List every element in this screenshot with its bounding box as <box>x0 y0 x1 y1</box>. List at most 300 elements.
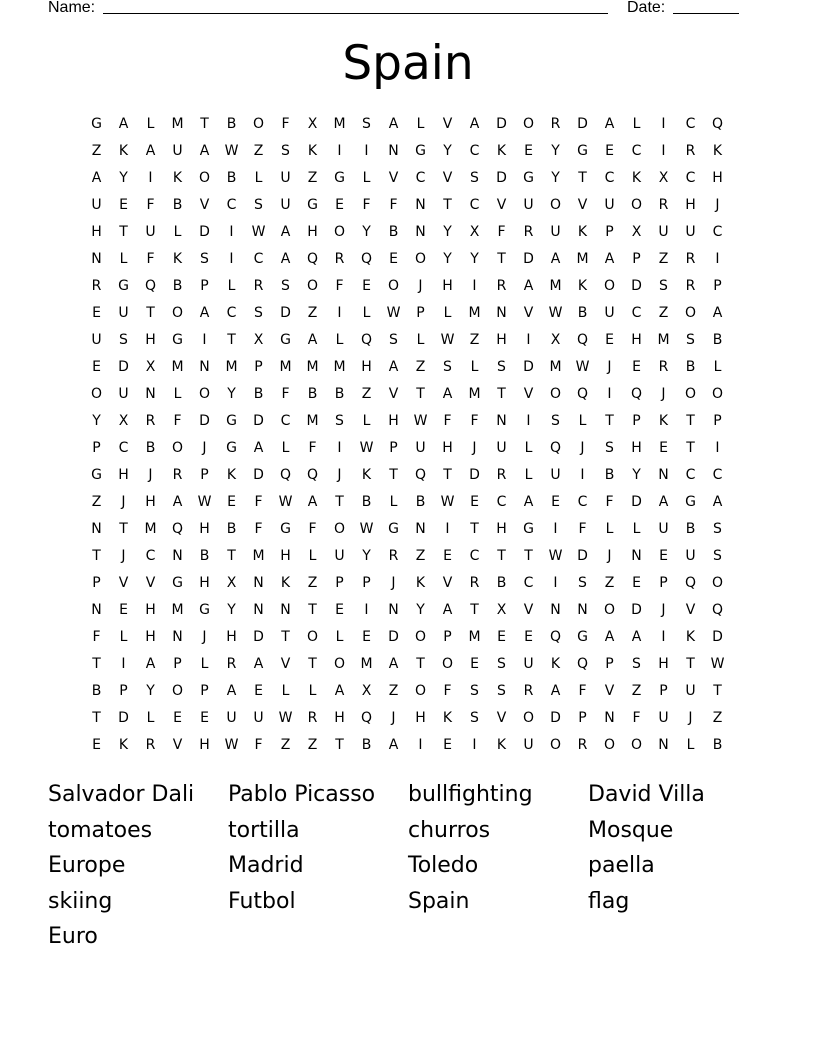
grid-letter: O <box>306 278 319 294</box>
grid-letter: K <box>550 656 561 672</box>
grid-letter: X <box>118 413 129 429</box>
grid-letter: Y <box>470 251 479 267</box>
grid-letter: E <box>119 602 128 618</box>
grid-letter: D <box>577 548 588 564</box>
grid-letter: S <box>605 440 614 456</box>
grid-letter: U <box>91 332 102 348</box>
grid-letter: E <box>92 359 101 375</box>
grid-letter: K <box>307 143 318 159</box>
grid-letter: C <box>280 413 291 429</box>
grid-letter: C <box>712 224 723 240</box>
grid-letter: S <box>254 305 263 321</box>
grid-letter: C <box>469 548 480 564</box>
grid-letter: Y <box>146 683 155 699</box>
grid-letter: H <box>658 656 669 672</box>
grid-letter: B <box>172 197 183 213</box>
grid-letter: G <box>685 494 696 510</box>
grid-letter: O <box>684 386 697 402</box>
grid-letter: W <box>251 224 266 240</box>
grid-letter: C <box>226 305 237 321</box>
grid-letter: A <box>550 683 561 699</box>
grid-letter: B <box>415 494 426 510</box>
grid-letter: W <box>548 305 563 321</box>
grid-letter: G <box>280 332 291 348</box>
grid-letter: S <box>200 251 209 267</box>
grid-letter: H <box>145 494 156 510</box>
grid-letter: S <box>470 710 479 726</box>
grid-letter: H <box>199 575 210 591</box>
grid-letter: W <box>548 548 563 564</box>
grid-letter: B <box>685 359 696 375</box>
grid-letter: N <box>496 413 507 429</box>
grid-letter: L <box>227 278 236 294</box>
grid-letter: A <box>388 656 399 672</box>
grid-letter: O <box>522 710 535 726</box>
grid-letter: D <box>118 359 129 375</box>
grid-letter: Z <box>631 683 642 699</box>
grid-letter: Z <box>469 332 480 348</box>
grid-letter: H <box>415 710 426 726</box>
grid-letter: A <box>442 602 453 618</box>
grid-letter: W <box>710 656 725 672</box>
grid-letter: J <box>688 710 693 726</box>
grid-letter: E <box>551 494 560 510</box>
grid-letter: H <box>631 440 642 456</box>
grid-letter: J <box>121 494 126 510</box>
grid-letter: E <box>443 737 452 753</box>
grid-letter: D <box>631 602 642 618</box>
grid-letter: C <box>469 197 480 213</box>
grid-letter: A <box>91 170 102 186</box>
grid-letter: D <box>253 413 264 429</box>
grid-letter: L <box>362 305 371 321</box>
grid-letter: E <box>524 143 533 159</box>
grid-letter: M <box>468 629 481 645</box>
grid-letter: J <box>607 359 612 375</box>
word-list-item: tomatoes <box>48 817 153 843</box>
grid-letter: C <box>145 548 156 564</box>
grid-letter: N <box>631 548 642 564</box>
grid-letter: Z <box>307 737 318 753</box>
grid-letter: C <box>631 305 642 321</box>
grid-letter: K <box>118 737 129 753</box>
grid-letter: E <box>605 143 614 159</box>
grid-letter: T <box>497 548 506 564</box>
grid-letter: N <box>658 467 669 483</box>
grid-letter: T <box>389 467 398 483</box>
grid-letter: L <box>632 521 641 537</box>
grid-letter: T <box>119 521 128 537</box>
grid-letter: O <box>549 197 562 213</box>
grid-letter: B <box>604 467 615 483</box>
grid-letter: P <box>659 683 668 699</box>
grid-letter: W <box>440 332 455 348</box>
grid-letter: V <box>145 575 156 591</box>
grid-letter: V <box>523 386 534 402</box>
grid-letter: O <box>414 629 427 645</box>
grid-letter: U <box>145 224 156 240</box>
grid-letter: I <box>337 440 342 456</box>
grid-letter: Y <box>416 602 425 618</box>
word-list-item: tortilla <box>228 817 300 843</box>
grid-letter: D <box>712 629 723 645</box>
grid-letter: L <box>362 170 371 186</box>
grid-letter: I <box>121 656 126 672</box>
grid-letter: H <box>334 710 345 726</box>
grid-letter: Q <box>711 602 724 618</box>
grid-letter: M <box>360 656 373 672</box>
grid-letter: D <box>388 629 399 645</box>
grid-letter: H <box>361 359 372 375</box>
grid-letter: W <box>278 494 293 510</box>
grid-letter: A <box>307 332 318 348</box>
grid-letter: A <box>253 656 264 672</box>
grid-letter: O <box>171 440 184 456</box>
grid-letter: R <box>685 251 696 267</box>
grid-letter: K <box>172 251 183 267</box>
word-list-item: bullfighting <box>408 782 533 807</box>
grid-letter: R <box>226 656 237 672</box>
grid-letter: T <box>92 656 101 672</box>
grid-letter: A <box>388 116 399 132</box>
grid-letter: G <box>334 170 345 186</box>
grid-letter: O <box>711 575 724 591</box>
grid-letter: E <box>92 737 101 753</box>
grid-letter: F <box>470 413 479 429</box>
grid-letter: P <box>632 413 641 429</box>
grid-letter: H <box>685 197 696 213</box>
grid-letter: A <box>226 683 237 699</box>
grid-letter: F <box>281 116 290 132</box>
grid-letter: S <box>281 143 290 159</box>
grid-letter: W <box>278 710 293 726</box>
grid-letter: S <box>281 278 290 294</box>
grid-letter: L <box>443 305 452 321</box>
grid-letter: B <box>226 521 237 537</box>
grid-letter: V <box>685 602 696 618</box>
grid-letter: R <box>658 359 669 375</box>
grid-letter: O <box>711 386 724 402</box>
grid-letter: N <box>172 548 183 564</box>
grid-letter: E <box>92 305 101 321</box>
grid-letter: O <box>522 116 535 132</box>
grid-letter: R <box>172 467 183 483</box>
grid-letter: I <box>661 629 666 645</box>
grid-letter: E <box>470 656 479 672</box>
grid-letter: T <box>227 332 236 348</box>
grid-letter: T <box>497 251 506 267</box>
grid-letter: N <box>388 143 399 159</box>
grid-letter: L <box>281 683 290 699</box>
date-blank-line <box>673 0 739 14</box>
grid-letter: I <box>337 305 342 321</box>
grid-letter: K <box>361 467 372 483</box>
grid-letter: D <box>631 278 642 294</box>
grid-letter: L <box>173 386 182 402</box>
grid-letter: N <box>91 521 102 537</box>
grid-letter: V <box>496 197 507 213</box>
grid-letter: D <box>496 116 507 132</box>
grid-letter: G <box>118 278 129 294</box>
grid-letter: Y <box>551 170 560 186</box>
grid-letter: G <box>415 143 426 159</box>
grid-letter: P <box>605 656 614 672</box>
grid-letter: R <box>577 737 588 753</box>
grid-letter: H <box>199 521 210 537</box>
grid-letter: C <box>523 575 534 591</box>
grid-letter: S <box>632 656 641 672</box>
grid-letter: S <box>659 278 668 294</box>
grid-letter: T <box>335 737 344 753</box>
grid-letter: U <box>523 656 534 672</box>
grid-letter: Y <box>443 143 452 159</box>
grid-letter: M <box>171 602 184 618</box>
grid-letter: K <box>631 170 642 186</box>
grid-letter: Y <box>227 602 236 618</box>
grid-letter: C <box>469 143 480 159</box>
grid-letter: H <box>631 332 642 348</box>
grid-letter: S <box>578 575 587 591</box>
grid-letter: M <box>468 305 481 321</box>
grid-letter: O <box>603 602 616 618</box>
grid-letter: E <box>632 359 641 375</box>
grid-letter: I <box>526 332 531 348</box>
grid-letter: E <box>659 440 668 456</box>
grid-letter: R <box>685 278 696 294</box>
grid-letter: L <box>605 521 614 537</box>
grid-letter: E <box>362 629 371 645</box>
grid-letter: W <box>440 494 455 510</box>
grid-letter: R <box>307 710 318 726</box>
grid-letter: F <box>578 521 587 537</box>
name-label: Name: <box>48 0 96 16</box>
grid-letter: L <box>173 224 182 240</box>
grid-letter: B <box>712 332 723 348</box>
grid-letter: V <box>496 710 507 726</box>
grid-letter: H <box>307 224 318 240</box>
grid-letter: O <box>252 116 265 132</box>
grid-letter: I <box>661 116 666 132</box>
grid-letter: T <box>686 656 695 672</box>
grid-letter: J <box>391 710 396 726</box>
grid-letter: O <box>387 278 400 294</box>
grid-letter: S <box>497 656 506 672</box>
grid-letter: Z <box>307 170 318 186</box>
grid-letter: L <box>146 116 155 132</box>
grid-letter: F <box>92 629 101 645</box>
grid-letter: P <box>119 683 128 699</box>
grid-letter: E <box>173 710 182 726</box>
grid-letter: H <box>145 332 156 348</box>
grid-letter: N <box>496 305 507 321</box>
grid-letter: D <box>199 413 210 429</box>
grid-letter: S <box>389 332 398 348</box>
grid-letter: B <box>388 224 399 240</box>
grid-letter: B <box>307 386 318 402</box>
grid-letter: W <box>359 521 374 537</box>
grid-letter: T <box>227 548 236 564</box>
grid-letter: H <box>226 629 237 645</box>
grid-letter: L <box>686 737 695 753</box>
grid-letter: Z <box>253 143 264 159</box>
grid-letter: F <box>146 251 155 267</box>
grid-letter: W <box>359 440 374 456</box>
grid-letter: D <box>550 710 561 726</box>
grid-letter: P <box>416 305 425 321</box>
grid-letter: M <box>333 116 346 132</box>
grid-letter: I <box>553 521 558 537</box>
grid-letter: V <box>388 386 399 402</box>
grid-letter: B <box>226 170 237 186</box>
grid-letter: E <box>335 197 344 213</box>
grid-letter: L <box>713 359 722 375</box>
grid-letter: V <box>442 170 453 186</box>
grid-letter: R <box>496 278 507 294</box>
grid-letter: S <box>119 332 128 348</box>
grid-letter: I <box>526 413 531 429</box>
grid-letter: G <box>172 332 183 348</box>
grid-letter: I <box>364 143 369 159</box>
grid-letter: F <box>362 197 371 213</box>
grid-letter: U <box>280 170 291 186</box>
grid-letter: M <box>306 359 319 375</box>
grid-letter: L <box>308 548 317 564</box>
letter-grid <box>83 111 731 759</box>
grid-letter: R <box>145 413 156 429</box>
grid-letter: L <box>200 656 209 672</box>
grid-letter: O <box>198 170 211 186</box>
grid-letter: D <box>523 251 534 267</box>
grid-letter: G <box>199 602 210 618</box>
grid-letter: M <box>657 332 670 348</box>
grid-letter: E <box>524 629 533 645</box>
grid-letter: A <box>307 494 318 510</box>
grid-letter: M <box>549 278 562 294</box>
grid-letter: N <box>145 386 156 402</box>
grid-letter: L <box>254 170 263 186</box>
grid-letter: Y <box>119 170 128 186</box>
grid-letter: L <box>281 440 290 456</box>
grid-letter: X <box>226 575 237 591</box>
grid-letter: X <box>469 224 480 240</box>
grid-letter: G <box>226 440 237 456</box>
grid-letter: I <box>580 467 585 483</box>
grid-letter: Z <box>307 305 318 321</box>
grid-letter: G <box>172 575 183 591</box>
grid-letter: J <box>202 629 207 645</box>
grid-letter: G <box>91 467 102 483</box>
grid-letter: T <box>335 494 344 510</box>
grid-letter: F <box>146 197 155 213</box>
grid-letter: C <box>685 467 696 483</box>
grid-letter: V <box>577 197 588 213</box>
grid-letter: Q <box>684 575 697 591</box>
grid-letter: A <box>658 494 669 510</box>
grid-letter: Z <box>91 143 102 159</box>
grid-letter: U <box>415 440 426 456</box>
grid-letter: E <box>659 548 668 564</box>
grid-letter: X <box>253 332 264 348</box>
grid-letter: A <box>469 116 480 132</box>
grid-letter: J <box>337 467 342 483</box>
grid-letter: B <box>145 440 156 456</box>
grid-letter: R <box>388 548 399 564</box>
grid-letter: P <box>632 251 641 267</box>
grid-letter: G <box>523 170 534 186</box>
grid-letter: V <box>172 737 183 753</box>
grid-letter: F <box>308 440 317 456</box>
grid-letter: L <box>308 683 317 699</box>
grid-letter: Y <box>227 386 236 402</box>
grid-letter: H <box>496 521 507 537</box>
grid-letter: Y <box>92 413 101 429</box>
grid-letter: S <box>713 521 722 537</box>
grid-letter: I <box>364 602 369 618</box>
grid-letter: Q <box>279 467 292 483</box>
grid-letter: C <box>118 440 129 456</box>
grid-letter: O <box>198 386 211 402</box>
name-blank-line <box>103 0 608 14</box>
grid-letter: V <box>118 575 129 591</box>
grid-letter: U <box>118 386 129 402</box>
grid-letter: T <box>443 467 452 483</box>
grid-letter: E <box>389 251 398 267</box>
grid-letter: O <box>549 737 562 753</box>
grid-letter: S <box>362 116 371 132</box>
grid-letter: T <box>92 548 101 564</box>
grid-letter: O <box>630 197 643 213</box>
grid-letter: U <box>550 224 561 240</box>
grid-letter: E <box>497 629 506 645</box>
grid-letter: D <box>496 170 507 186</box>
grid-letter: I <box>418 737 423 753</box>
grid-letter: N <box>415 197 426 213</box>
grid-letter: Q <box>360 710 373 726</box>
grid-letter: J <box>418 278 423 294</box>
grid-letter: K <box>685 629 696 645</box>
grid-letter: F <box>254 521 263 537</box>
grid-letter: C <box>604 170 615 186</box>
grid-letter: F <box>578 683 587 699</box>
grid-letter: S <box>497 683 506 699</box>
grid-letter: U <box>685 548 696 564</box>
grid-letter: T <box>281 629 290 645</box>
grid-letter: P <box>200 683 209 699</box>
grid-letter: V <box>280 656 291 672</box>
grid-letter: C <box>415 170 426 186</box>
grid-letter: X <box>361 683 372 699</box>
grid-letter: I <box>337 143 342 159</box>
grid-letter: H <box>496 332 507 348</box>
grid-letter: J <box>472 440 477 456</box>
grid-letter: F <box>389 197 398 213</box>
grid-letter: B <box>334 386 345 402</box>
grid-letter: G <box>307 197 318 213</box>
grid-letter: O <box>684 305 697 321</box>
grid-letter: P <box>605 224 614 240</box>
grid-letter: C <box>685 116 696 132</box>
grid-letter: H <box>199 737 210 753</box>
grid-letter: O <box>441 656 454 672</box>
date-label: Date: <box>627 0 666 16</box>
grid-letter: K <box>496 143 507 159</box>
grid-letter: L <box>362 413 371 429</box>
grid-letter: A <box>118 116 129 132</box>
grid-letter: C <box>226 197 237 213</box>
grid-letter: Q <box>711 116 724 132</box>
grid-letter: P <box>659 575 668 591</box>
grid-letter: U <box>172 143 183 159</box>
